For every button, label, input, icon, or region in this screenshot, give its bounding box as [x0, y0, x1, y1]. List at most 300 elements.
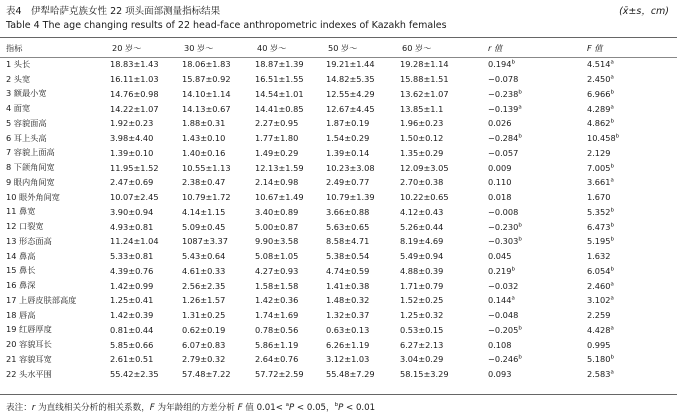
- r-significance: a: [518, 103, 522, 110]
- r-significance: b: [511, 59, 515, 66]
- r-value-cell: [488, 278, 587, 293]
- value-cell: 55.42±2.35: [110, 369, 159, 380]
- value-cell: 1.32±0.37: [326, 310, 370, 321]
- r-value-cell: [488, 308, 587, 323]
- value-cell: 4.74±0.59: [326, 265, 370, 276]
- value-cell: 13.85±1.1: [400, 103, 444, 114]
- value-cell: 1.25±0.41: [110, 295, 154, 306]
- f-significance: a: [610, 59, 614, 66]
- f-value-cell: [587, 234, 677, 249]
- f-value-cell: [587, 278, 677, 293]
- value-cell: 1.42±0.99: [110, 280, 154, 291]
- col-header-age50: 50 岁～: [328, 42, 358, 53]
- table-caption-en: Table 4 The age changing results of 22 head-face anthropometric indexes of Kazakh females: [6, 20, 447, 31]
- f-value: 6.054: [587, 265, 611, 276]
- value-cell: 3.66±0.88: [326, 206, 370, 217]
- value-cell: 5.85±0.66: [110, 339, 154, 350]
- index-name-cell: 16 鼻深: [6, 280, 36, 291]
- r-significance: a: [511, 295, 515, 302]
- value-cell: 2.79±0.32: [182, 354, 226, 365]
- value-cell: 1.52±0.25: [400, 295, 444, 306]
- value-cell: 1.35±0.29: [400, 147, 444, 158]
- r-significance: b: [518, 325, 522, 332]
- f-value: 10.458: [587, 133, 616, 144]
- r-value: 0.108: [488, 339, 512, 350]
- f-value-cell: [587, 146, 677, 161]
- footnote-text-4: < 0.05，: [294, 403, 335, 413]
- value-cell: 3.40±0.89: [255, 206, 299, 217]
- value-cell: 19.28±1.14: [400, 59, 449, 70]
- r-value: 0.026: [488, 118, 512, 129]
- f-value: 0.995: [587, 339, 611, 350]
- value-cell: 16.51±1.55: [255, 74, 304, 85]
- r-value: −0.078: [488, 74, 519, 85]
- value-cell: 1.77±1.80: [255, 133, 299, 144]
- footnote-sup-a: a: [285, 402, 290, 409]
- value-cell: 18.87±1.39: [255, 59, 304, 70]
- f-significance: a: [610, 177, 614, 184]
- col-header-r: [488, 39, 587, 57]
- f-value: 2.450: [587, 74, 611, 85]
- r-significance: b: [518, 133, 522, 140]
- index-name-cell: 22 头水平围: [6, 368, 52, 379]
- index-name-cell: 2 头宽: [6, 73, 31, 84]
- r-significance: b: [518, 89, 522, 96]
- f-value: 1.632: [587, 251, 611, 262]
- f-value-cell: [587, 352, 677, 367]
- table-row: [0, 249, 677, 264]
- r-value: 0.018: [488, 192, 512, 203]
- f-value-cell: [587, 323, 677, 338]
- f-value-cell: [587, 101, 677, 116]
- value-cell: 5.26±0.44: [400, 221, 444, 232]
- r-value-cell: [488, 87, 587, 102]
- r-value-cell: [488, 57, 587, 72]
- r-value-cell: [488, 293, 587, 308]
- index-name-cell: 17 上唇皮肤部高度: [6, 294, 77, 305]
- col-header-f-text: F 值: [587, 42, 603, 53]
- value-cell: 2.27±0.95: [255, 118, 299, 129]
- value-cell: 4.93±0.81: [110, 221, 154, 232]
- value-cell: 8.58±4.71: [326, 236, 370, 247]
- r-value: 0.144: [488, 295, 512, 306]
- r-value: −0.057: [488, 147, 519, 158]
- r-value-cell: [488, 190, 587, 205]
- r-value-cell: [488, 249, 587, 264]
- value-cell: 2.38±0.47: [182, 177, 226, 188]
- f-value: 6.966: [587, 88, 611, 99]
- f-value-cell: [587, 205, 677, 220]
- col-header-age30: 30 岁～: [184, 42, 214, 53]
- footnote-text-1: 为直线相关分析的相关系数，: [35, 403, 150, 413]
- table-row: [0, 57, 677, 72]
- index-name-cell: 4 面宽: [6, 103, 31, 114]
- r-value: 0.045: [488, 251, 512, 262]
- r-significance: b: [518, 221, 522, 228]
- table-row: [0, 72, 677, 87]
- r-value-cell: [488, 264, 587, 279]
- r-significance: b: [518, 236, 522, 243]
- r-value-cell: [488, 131, 587, 146]
- footnote-sup-b: b: [334, 402, 339, 409]
- value-cell: 3.04±0.29: [400, 354, 444, 365]
- r-value: −0.139: [488, 103, 519, 114]
- f-value-cell: [587, 293, 677, 308]
- r-value: −0.008: [488, 206, 519, 217]
- value-cell: 1.50±0.12: [400, 133, 444, 144]
- value-cell: 0.78±0.56: [255, 324, 299, 335]
- value-cell: 1.31±0.25: [182, 310, 226, 321]
- value-cell: 5.38±0.54: [326, 251, 370, 262]
- col-header-age40: 40 岁～: [257, 42, 287, 53]
- value-cell: 1.40±0.16: [182, 147, 226, 158]
- value-cell: 1.26±1.57: [182, 295, 226, 306]
- f-significance: b: [610, 236, 614, 243]
- r-value-cell: [488, 323, 587, 338]
- f-significance: a: [610, 369, 614, 376]
- value-cell: 4.14±1.15: [182, 206, 226, 217]
- r-significance: b: [518, 354, 522, 361]
- f-significance: b: [610, 221, 614, 228]
- measurement-table: [0, 39, 677, 382]
- col-header-f: [587, 39, 677, 57]
- col-header-age60: 60 岁～: [402, 42, 432, 53]
- value-cell: 1.48±0.32: [326, 295, 370, 306]
- r-value: −0.230: [488, 221, 519, 232]
- value-cell: 12.55±4.29: [326, 88, 375, 99]
- f-value-cell: [587, 219, 677, 234]
- index-name-cell: 21 容貌耳宽: [6, 353, 52, 364]
- value-cell: 58.15±3.29: [400, 369, 449, 380]
- index-name-cell: 12 口裂宽: [6, 221, 44, 232]
- value-cell: 6.26±1.19: [326, 339, 370, 350]
- value-cell: 5.09±0.45: [182, 221, 226, 232]
- value-cell: 14.41±0.85: [255, 103, 304, 114]
- value-cell: 11.24±1.04: [110, 236, 159, 247]
- value-cell: 6.07±0.83: [182, 339, 226, 350]
- value-cell: 1.58±1.58: [255, 280, 299, 291]
- f-significance: a: [610, 295, 614, 302]
- value-cell: 3.90±0.94: [110, 206, 154, 217]
- index-name-cell: 7 容貌上面高: [6, 147, 55, 158]
- value-cell: 14.22±1.07: [110, 103, 159, 114]
- value-cell: 15.88±1.51: [400, 74, 449, 85]
- r-value-cell: [488, 146, 587, 161]
- f-value-cell: [587, 249, 677, 264]
- r-value-cell: [488, 337, 587, 352]
- table-row: [0, 323, 677, 338]
- footnote-text-5: < 0.01: [343, 403, 376, 413]
- table-row: [0, 87, 677, 102]
- value-cell: 1087±3.37: [182, 236, 228, 247]
- f-value: 2.259: [587, 310, 611, 321]
- f-value: 5.195: [587, 236, 611, 247]
- r-value-cell: [488, 175, 587, 190]
- table-header-row: [0, 39, 677, 57]
- value-cell: 1.25±0.32: [400, 310, 444, 321]
- table-row: [0, 175, 677, 190]
- f-significance: b: [610, 266, 614, 273]
- table-row: [0, 219, 677, 234]
- value-cell: 1.39±0.14: [326, 147, 370, 158]
- value-cell: 3.12±1.03: [326, 354, 370, 365]
- index-name-cell: 10 眼外角间宽: [6, 191, 60, 202]
- value-cell: 4.88±0.39: [400, 265, 444, 276]
- footnote-r-symbol: r: [31, 403, 36, 413]
- f-value: 6.473: [587, 221, 611, 232]
- value-cell: 0.81±0.44: [110, 324, 154, 335]
- table-row: [0, 352, 677, 367]
- table-row: [0, 205, 677, 220]
- value-cell: 1.54±0.29: [326, 133, 370, 144]
- r-value-cell: [488, 352, 587, 367]
- f-significance: a: [610, 74, 614, 81]
- col-header-age20: 20 岁～: [112, 42, 142, 53]
- f-value: 4.514: [587, 59, 611, 70]
- f-value-cell: [587, 175, 677, 190]
- f-value: 5.180: [587, 354, 611, 365]
- col-header-r-text: r 值: [488, 42, 503, 53]
- f-value: 5.352: [587, 206, 611, 217]
- f-value: 4.289: [587, 103, 611, 114]
- value-cell: 5.86±1.19: [255, 339, 299, 350]
- value-cell: 1.42±0.36: [255, 295, 299, 306]
- value-cell: 18.83±1.43: [110, 59, 159, 70]
- f-significance: b: [610, 89, 614, 96]
- f-significance: b: [610, 162, 614, 169]
- value-cell: 10.07±2.45: [110, 192, 159, 203]
- value-cell: 1.92±0.23: [110, 118, 154, 129]
- value-cell: 14.13±0.67: [182, 103, 231, 114]
- f-value: 2.129: [587, 147, 611, 158]
- table-row: [0, 131, 677, 146]
- value-cell: 3.98±4.40: [110, 133, 154, 144]
- table-row: [0, 234, 677, 249]
- table-unit: (x̄±s，cm): [619, 6, 669, 17]
- value-cell: 1.71±0.79: [400, 280, 444, 291]
- value-cell: 5.33±0.81: [110, 251, 154, 262]
- value-cell: 2.14±0.98: [255, 177, 299, 188]
- footnote-f-symbol-2: F: [237, 403, 243, 413]
- f-value-cell: [587, 131, 677, 146]
- f-significance: b: [610, 354, 614, 361]
- col-header-index: 指标: [6, 42, 23, 53]
- r-value-cell: [488, 160, 587, 175]
- r-value: 0.093: [488, 369, 512, 380]
- index-name-cell: 18 唇高: [6, 309, 36, 320]
- r-value: −0.205: [488, 324, 519, 335]
- f-significance: a: [610, 280, 614, 287]
- f-value: 2.583: [587, 369, 611, 380]
- r-value: −0.284: [488, 133, 519, 144]
- table-row: [0, 190, 677, 205]
- r-value-cell: [488, 234, 587, 249]
- value-cell: 14.76±0.98: [110, 88, 159, 99]
- r-value-cell: [488, 367, 587, 382]
- footnote-p-symbol-2: P: [338, 403, 344, 413]
- value-cell: 1.74±1.69: [255, 310, 299, 321]
- value-cell: 0.62±0.19: [182, 324, 226, 335]
- index-name-cell: 6 耳上头高: [6, 132, 47, 143]
- value-cell: 2.49±0.77: [326, 177, 370, 188]
- f-value-cell: [587, 190, 677, 205]
- table-bottom-rule: [0, 394, 677, 395]
- table-row: [0, 293, 677, 308]
- index-name-cell: 13 形态面高: [6, 235, 52, 246]
- index-name-cell: 15 鼻长: [6, 265, 36, 276]
- value-cell: 4.61±0.33: [182, 265, 226, 276]
- value-cell: 0.53±0.15: [400, 324, 444, 335]
- footnote-p-symbol-1: P: [289, 403, 295, 413]
- r-significance: b: [511, 266, 515, 273]
- value-cell: 5.08±1.05: [255, 251, 299, 262]
- index-name-cell: 11 鼻宽: [6, 206, 36, 217]
- table-row: [0, 160, 677, 175]
- value-cell: 12.67±4.45: [326, 103, 375, 114]
- f-value-cell: [587, 72, 677, 87]
- table-top-rule: [0, 37, 677, 38]
- index-name-cell: 19 红唇厚度: [6, 324, 52, 335]
- r-value-cell: [488, 72, 587, 87]
- value-cell: 1.43±0.10: [182, 133, 226, 144]
- value-cell: 10.55±1.13: [182, 162, 231, 173]
- value-cell: 2.56±2.35: [182, 280, 226, 291]
- value-cell: 12.13±1.59: [255, 162, 304, 173]
- table-row: [0, 101, 677, 116]
- f-value: 4.428: [587, 324, 611, 335]
- value-cell: 4.12±0.43: [400, 206, 444, 217]
- value-cell: 13.62±1.07: [400, 88, 449, 99]
- f-value-cell: [587, 264, 677, 279]
- r-value: 0.194: [488, 59, 512, 70]
- footnote-f-symbol: F: [149, 403, 155, 413]
- value-cell: 4.39±0.76: [110, 265, 154, 276]
- value-cell: 11.95±1.52: [110, 162, 159, 173]
- value-cell: 1.88±0.31: [182, 118, 226, 129]
- value-cell: 55.48±7.29: [326, 369, 375, 380]
- value-cell: 8.19±4.69: [400, 236, 444, 247]
- value-cell: 1.87±0.19: [326, 118, 370, 129]
- value-cell: 5.49±0.94: [400, 251, 444, 262]
- f-significance: b: [610, 207, 614, 214]
- value-cell: 57.72±2.59: [255, 369, 304, 380]
- f-value: 3.102: [587, 295, 611, 306]
- value-cell: 1.42±0.39: [110, 310, 154, 321]
- value-cell: 2.64±0.76: [255, 354, 299, 365]
- value-cell: 2.47±0.69: [110, 177, 154, 188]
- table-row: [0, 116, 677, 131]
- f-value: 1.670: [587, 192, 611, 203]
- value-cell: 14.54±1.01: [255, 88, 304, 99]
- value-cell: 15.87±0.92: [182, 74, 231, 85]
- f-significance: a: [610, 103, 614, 110]
- value-cell: 5.00±0.87: [255, 221, 299, 232]
- value-cell: 57.48±7.22: [182, 369, 231, 380]
- value-cell: 18.06±1.83: [182, 59, 231, 70]
- table-body: [0, 57, 677, 382]
- table-row: [0, 308, 677, 323]
- value-cell: 14.82±5.35: [326, 74, 375, 85]
- table-row: [0, 278, 677, 293]
- value-cell: 2.70±0.38: [400, 177, 444, 188]
- f-value-cell: [587, 367, 677, 382]
- r-value: 0.009: [488, 162, 512, 173]
- value-cell: 10.23±3.08: [326, 162, 375, 173]
- f-significance: b: [610, 118, 614, 125]
- table-row: [0, 367, 677, 382]
- f-value: 2.460: [587, 280, 611, 291]
- value-cell: 19.21±1.44: [326, 59, 375, 70]
- table-caption-zh: 表4 伊犁哈萨克族女性 22 项头面部测量指标结果: [6, 6, 221, 17]
- table-row: [0, 264, 677, 279]
- value-cell: 1.39±0.10: [110, 147, 154, 158]
- f-value-cell: [587, 57, 677, 72]
- value-cell: 6.27±2.13: [400, 339, 444, 350]
- r-value-cell: [488, 205, 587, 220]
- index-name-cell: 3 额最小宽: [6, 88, 47, 99]
- r-value-cell: [488, 101, 587, 116]
- footnote-text-2: 为年龄组的方差分析: [154, 403, 238, 413]
- value-cell: 5.43±0.64: [182, 251, 226, 262]
- index-name-cell: 14 鼻高: [6, 250, 36, 261]
- r-value: −0.238: [488, 88, 519, 99]
- table-row: [0, 337, 677, 352]
- footnote-text-3: 值 0.01<: [242, 403, 286, 413]
- value-cell: 10.79±1.72: [182, 192, 231, 203]
- value-cell: 4.27±0.93: [255, 265, 299, 276]
- value-cell: 12.09±3.05: [400, 162, 449, 173]
- r-value: −0.246: [488, 354, 519, 365]
- r-value: 0.110: [488, 177, 512, 188]
- value-cell: 2.61±0.51: [110, 354, 154, 365]
- r-value-cell: [488, 219, 587, 234]
- index-name-cell: 8 下颌角间宽: [6, 162, 55, 173]
- index-name-cell: 1 头长: [6, 58, 31, 69]
- value-cell: 1.41±0.38: [326, 280, 370, 291]
- value-cell: 10.79±1.39: [326, 192, 375, 203]
- index-name-cell: 9 眼内角间宽: [6, 176, 55, 187]
- value-cell: 5.63±0.65: [326, 221, 370, 232]
- index-name-cell: 20 容貌耳长: [6, 339, 52, 350]
- value-cell: 0.63±0.13: [326, 324, 370, 335]
- value-cell: 9.90±3.58: [255, 236, 299, 247]
- f-value-cell: [587, 337, 677, 352]
- r-value: −0.048: [488, 310, 519, 321]
- table-row: [0, 146, 677, 161]
- index-name-cell: 5 容貌面高: [6, 117, 47, 128]
- r-value: −0.303: [488, 236, 519, 247]
- value-cell: 10.67±1.49: [255, 192, 304, 203]
- f-value-cell: [587, 87, 677, 102]
- value-cell: 10.22±0.65: [400, 192, 449, 203]
- f-value: 4.862: [587, 118, 611, 129]
- f-value-cell: [587, 308, 677, 323]
- f-value: 7.005: [587, 162, 611, 173]
- r-value: −0.032: [488, 280, 519, 291]
- table-footnote: [6, 401, 375, 413]
- footnote-lead: 表注：: [6, 403, 32, 413]
- f-value-cell: [587, 160, 677, 175]
- value-cell: 14.10±1.14: [182, 88, 231, 99]
- f-value-cell: [587, 116, 677, 131]
- value-cell: 1.96±0.23: [400, 118, 444, 129]
- f-significance: a: [610, 325, 614, 332]
- value-cell: 1.49±0.29: [255, 147, 299, 158]
- f-value: 3.661: [587, 177, 611, 188]
- r-value: 0.219: [488, 265, 512, 276]
- f-significance: b: [615, 133, 620, 140]
- value-cell: 16.11±1.03: [110, 74, 159, 85]
